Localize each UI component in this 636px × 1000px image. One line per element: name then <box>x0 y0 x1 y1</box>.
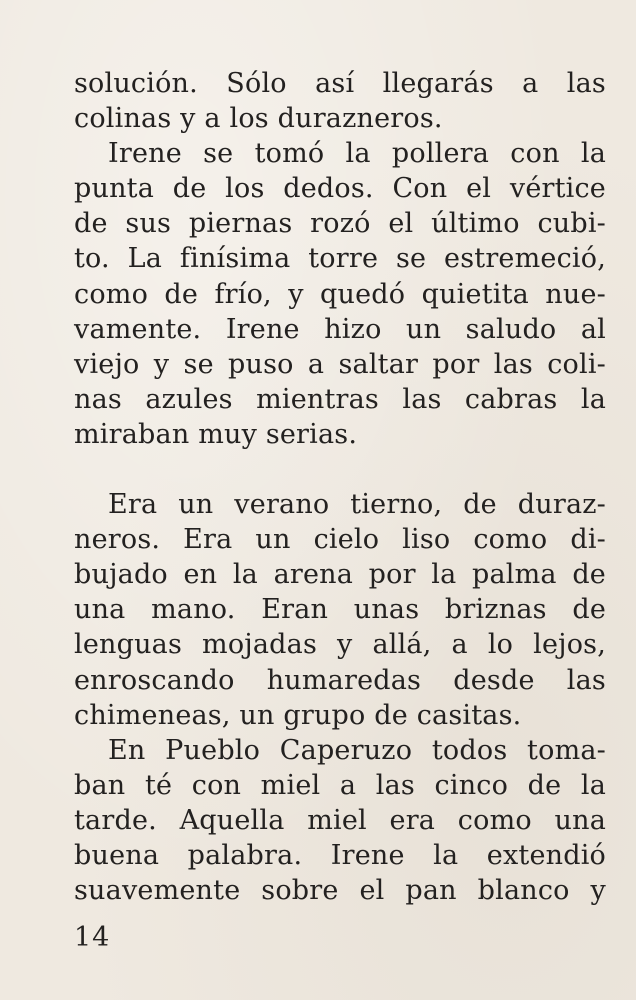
text-line: tarde. Aquella miel era como una <box>74 804 606 836</box>
text-line: nas azules mientras las cabras la <box>74 383 606 415</box>
text-line: chimeneas, un grupo de casitas. <box>74 699 522 731</box>
text-line: una mano. Eran unas briznas de <box>74 594 606 626</box>
text-line: punta de los dedos. Con el vértice <box>74 173 606 205</box>
text-line: Era un verano tierno, de duraz- <box>108 489 606 521</box>
text-line: viejo y se puso a saltar por las coli- <box>74 348 606 380</box>
text-line: neros. Era un cielo liso como di- <box>74 524 606 556</box>
text-line: En Pueblo Caperuzo todos toma- <box>108 734 606 766</box>
text-line: suavemente sobre el pan blanco y <box>74 875 606 907</box>
page-number: 14 <box>74 922 111 953</box>
text-line: vamente. Irene hizo un saludo al <box>74 313 606 345</box>
text-line: solución. Sólo así llegarás a las <box>74 68 606 99</box>
text-line: de sus piernas rozó el último cubi- <box>74 208 606 240</box>
text-line: miraban muy serias. <box>74 418 358 450</box>
paragraph-4 <box>74 733 606 908</box>
text-line: ban té con miel a las cinco de la <box>74 769 606 801</box>
text-line: bujado en la arena por la palma de <box>74 559 606 591</box>
text-line: como de frío, y quedó quietita nue- <box>74 278 606 310</box>
paragraph-3 <box>74 487 606 733</box>
text-line: Irene se tomó la pollera con la <box>108 138 606 170</box>
text-line: buena palabra. Irene la extendió <box>74 839 606 871</box>
text-line: colinas y a los durazneros. <box>74 103 443 135</box>
text-line: lenguas mojadas y allá, a lo lejos, <box>74 629 606 661</box>
paragraph-1 <box>74 66 606 136</box>
paragraph-2 <box>74 136 606 452</box>
body-text <box>74 66 606 908</box>
text-line: enroscando humaredas desde las <box>74 664 606 696</box>
text-line: to. La finísima torre se estremeció, <box>74 243 606 275</box>
paragraph-spacer <box>74 452 606 487</box>
